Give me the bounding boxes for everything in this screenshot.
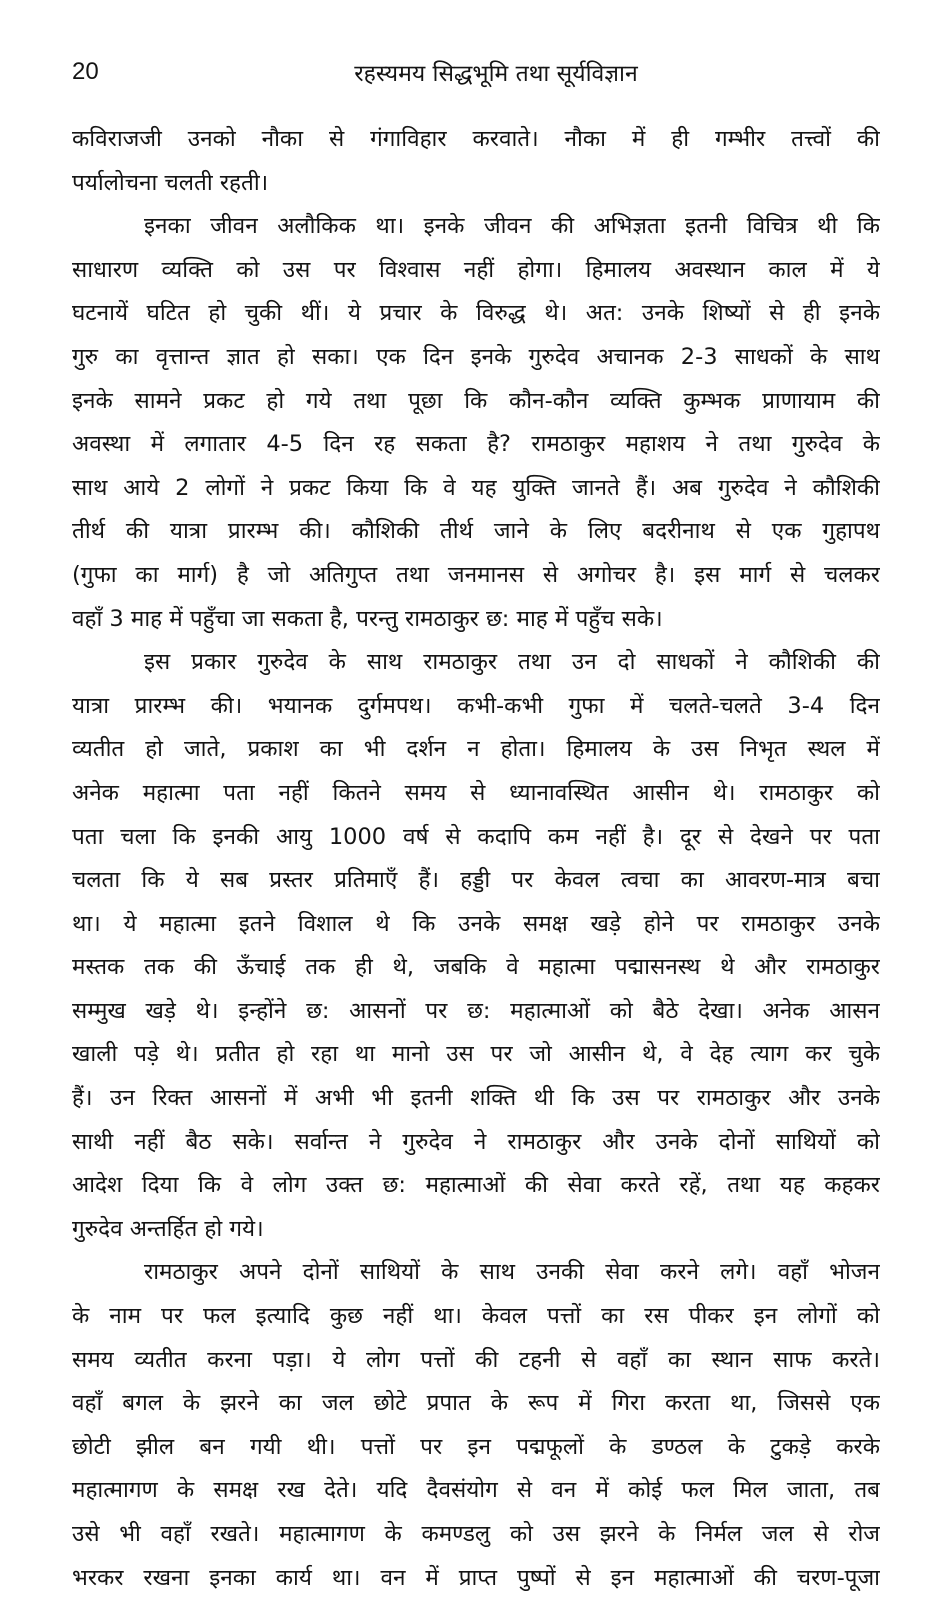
text-line: घटनायें घटित हो चुकी थीं। ये प्रचार के विरुद्ध थे। अत: उनके शिष्यों से ही इनके xyxy=(72,300,880,327)
text-line: रामठाकुर अपने दोनों साथियों के साथ उनकी सेवा करने लगे। वहाँ भोजन xyxy=(144,1259,880,1286)
page-number: 20 xyxy=(72,58,99,85)
running-title: रहस्यमय सिद्धभूमि तथा सूर्यविज्ञान xyxy=(354,61,638,87)
text-line: कविराजजी उनको नौका से गंगाविहार करवाते। नौका में ही गम्भीर तत्त्वों की xyxy=(72,126,880,152)
text-line: हैं। उन रिक्त आसनों में अभी भी इतनी शक्ति थी कि उस पर रामठाकुर और उनके xyxy=(72,1085,880,1112)
text-line: साथी नहीं बैठ सके। सर्वान्त ने गुरुदेव ने रामठाकुर और उनके दोनों साथियों को xyxy=(72,1128,880,1155)
text-line: साथ आये 2 लोगों ने प्रकट किया कि वे यह युक्ति जानते हैं। अब गुरुदेव ने कौशिकी xyxy=(72,474,880,501)
text-line: गुरु का वृत्तान्त ज्ञात हो सका। एक दिन इनके गुरुदेव अचानक 2-3 साधकों के साथ xyxy=(72,343,880,370)
text-line: महात्मागण के समक्ष रख देते। यदि दैवसंयोग से वन में कोई फल मिल जाता, तब xyxy=(72,1477,880,1504)
text-line: वहाँ 3 माह में पहुँचा जा सकता है, परन्तु रामठाकुर छ: माह में पहुँच सके। xyxy=(72,605,663,632)
text-line: इनका जीवन अलौकिक था। इनके जीवन की अभिज्ञता इतनी विचित्र थी कि xyxy=(144,213,880,240)
page-header xyxy=(72,56,880,92)
text-line: वहाँ बगल के झरने का जल छोटे प्रपात के रूप में गिरा करता था, जिससे एक xyxy=(72,1390,880,1417)
text-line: उसे भी वहाँ रखते। महात्मागण के कमण्डलु को उस झरने के निर्मल जल से रोज xyxy=(72,1521,880,1547)
text-line: अनेक महात्मा पता नहीं कितने समय से ध्यानावस्थित आसीन थे। रामठाकुर को xyxy=(72,779,880,806)
text-line: इनके सामने प्रकट हो गये तथा पूछा कि कौन-कौन व्यक्ति कुम्भक प्राणायाम की xyxy=(72,387,880,414)
text-line: (गुफा का मार्ग) है जो अतिगुप्त तथा जनमानस से अगोचर है। इस मार्ग से चलकर xyxy=(72,561,880,588)
text-line: छोटी झील बन गयी थी। पत्तों पर इन पद्मफूलों के डण्ठल के टुकड़े करके xyxy=(72,1433,880,1460)
text-line: पर्यालोचना चलती रहती। xyxy=(72,169,269,196)
text-line: के नाम पर फल इत्यादि कुछ नहीं था। केवल पत्तों का रस पीकर इन लोगों को xyxy=(72,1303,880,1330)
text-line: इस प्रकार गुरुदेव के साथ रामठाकुर तथा उन दो साधकों ने कौशिकी की xyxy=(144,649,880,676)
text-line: खाली पड़े थे। प्रतीत हो रहा था मानो उस पर जो आसीन थे, वे देह त्याग कर चुके xyxy=(72,1041,880,1068)
text-line: सम्मुख खड़े थे। इन्होंने छ: आसनों पर छ: महात्माओं को बैठे देखा। अनेक आसन xyxy=(72,997,880,1024)
text-line: गुरुदेव अन्तर्हित हो गये। xyxy=(72,1215,264,1242)
text-line: व्यतीत हो जाते, प्रकाश का भी दर्शन न होता। हिमालय के उस निभृत स्थल में xyxy=(72,736,880,763)
text-line: अवस्था में लगातार 4-5 दिन रह सकता है? रामठाकुर महाशय ने तथा गुरुदेव के xyxy=(72,431,880,458)
text-line: आदेश दिया कि वे लोग उक्त छ: महात्माओं की सेवा करते रहें, तथा यह कहकर xyxy=(72,1172,880,1199)
text-line: तीर्थ की यात्रा प्रारम्भ की। कौशिकी तीर्थ जाने के लिए बदरीनाथ से एक गुहापथ xyxy=(72,518,880,545)
body-text xyxy=(72,118,880,1600)
text-line: साधारण व्यक्ति को उस पर विश्वास नहीं होगा। हिमालय अवस्थान काल में ये xyxy=(72,256,880,283)
text-line: समय व्यतीत करना पड़ा। ये लोग पत्तों की टहनी से वहाँ का स्थान साफ करते। xyxy=(72,1346,880,1373)
text-line: मस्तक तक की ऊँचाई तक ही थे, जबकि वे महात्मा पद्मासनस्थ थे और रामठाकुर xyxy=(72,954,880,981)
text-line: यात्रा प्रारम्भ की। भयानक दुर्गमपथ। कभी-कभी गुफा में चलते-चलते 3-4 दिन xyxy=(72,692,880,719)
text-line: पता चला कि इनकी आयु 1000 वर्ष से कदापि कम नहीं है। दूर से देखने पर पता xyxy=(72,823,880,850)
text-line: भरकर रखना इनका कार्य था। वन में प्राप्त पुष्पों से इन महात्माओं की चरण-पूजा xyxy=(72,1564,880,1591)
text-line: चलता कि ये सब प्रस्तर प्रतिमाएँ हैं। हड्डी पर केवल त्वचा का आवरण-मात्र बचा xyxy=(72,867,880,894)
text-line: था। ये महात्मा इतने विशाल थे कि उनके समक्ष खड़े होने पर रामठाकुर उनके xyxy=(72,910,880,937)
